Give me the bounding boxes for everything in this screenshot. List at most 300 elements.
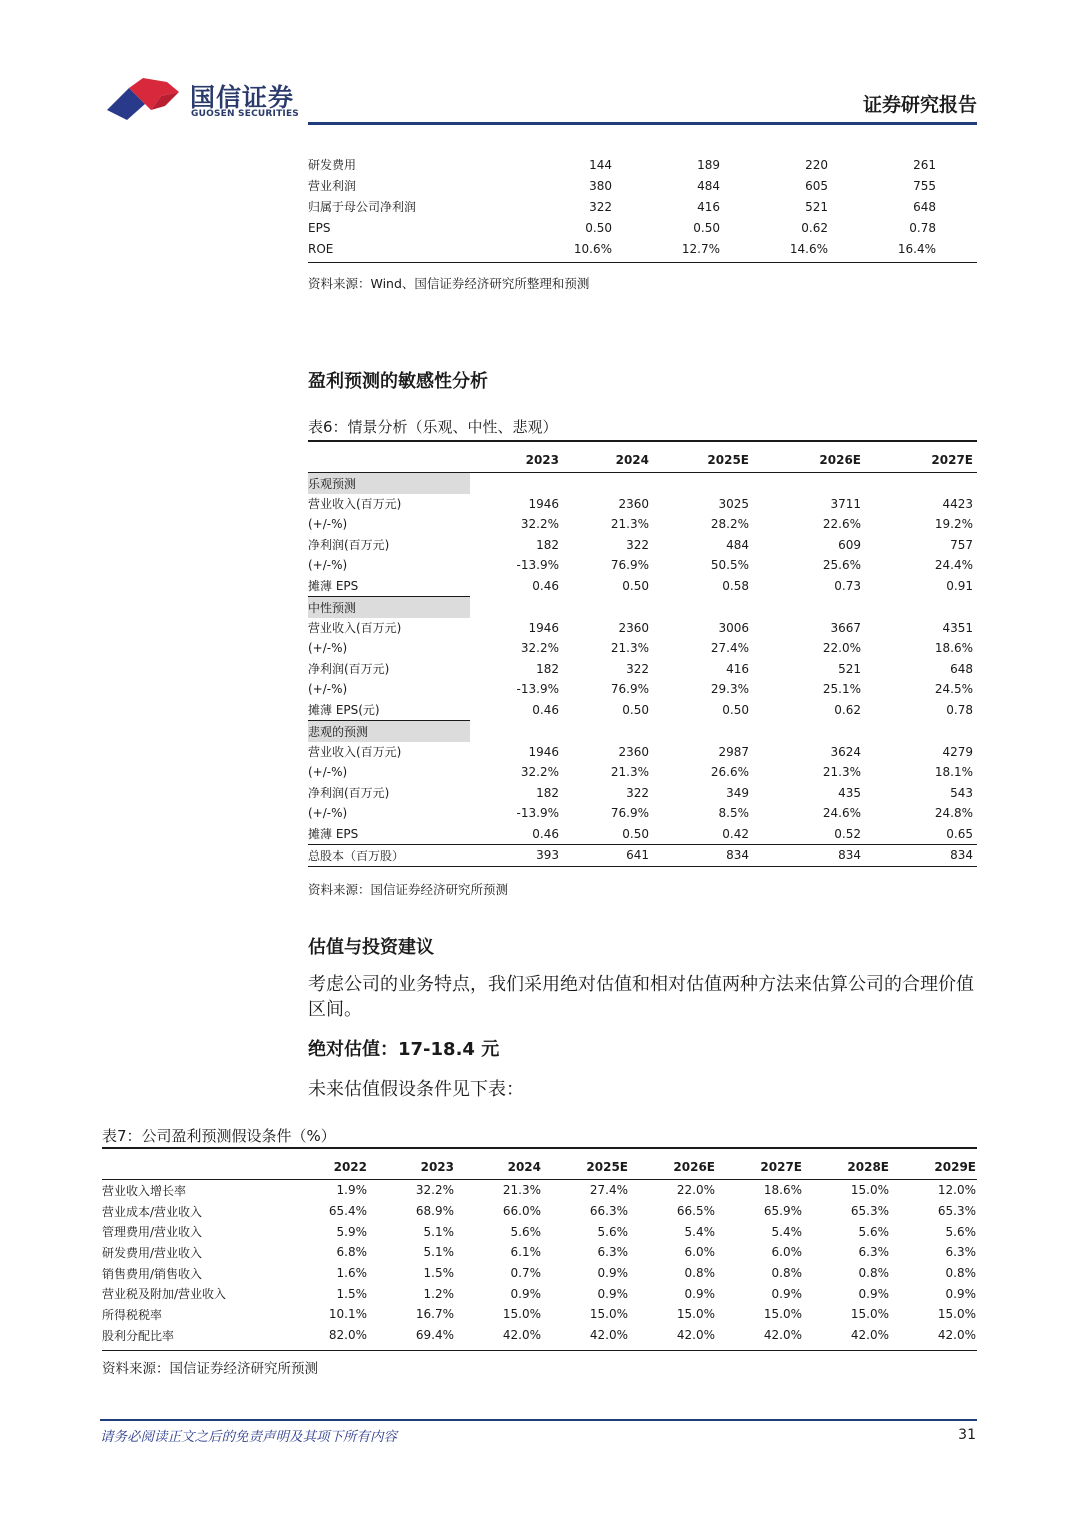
cell-value: 322 [626,785,649,800]
spacer-cell [976,1304,977,1325]
cell-value: 6.8% [336,1245,367,1260]
cell-value: 25.1% [822,682,861,697]
cell-value: 2360 [618,620,649,635]
cell-value: 0.42 [722,826,749,841]
cell-value: 25.6% [822,558,861,573]
cell-value: 0.7% [510,1266,541,1281]
cell-value: 0.50 [693,220,720,235]
spacer-cell [936,175,977,196]
row-label: 营业收入增长率 [102,1183,187,1198]
cell-value: 12.0% [937,1183,976,1198]
cell-value: 349 [726,785,749,800]
column-header: 2025E [586,1160,628,1174]
cell-value: 32.2% [520,765,559,780]
cell-value: 484 [697,178,720,193]
cell-value: 3711 [830,496,861,511]
cell-value: 182 [536,785,559,800]
table-row [308,175,977,196]
column-header: 2023 [420,1160,454,1174]
cell-value: 15.0% [850,1307,889,1322]
table-row [308,742,977,763]
cell-value: -13.9% [516,682,559,697]
cell-value: 380 [589,178,612,193]
cell-value: 0.46 [532,703,559,717]
cell-value: 1.2% [423,1286,454,1301]
cell-value: 189 [697,157,720,172]
row-label: 净利润(百万元) [308,786,390,801]
cell-value: 0.62 [834,703,861,717]
cell-value: 32.2% [415,1183,454,1198]
group-spacer [559,597,649,618]
cell-value: 65.4% [328,1204,367,1219]
column-header: 2024 [507,1160,541,1174]
cell-value: 5.4% [684,1224,715,1239]
cell-value: 5.6% [858,1224,889,1239]
cell-value: 10.6% [573,241,612,256]
spacer-cell [973,535,977,556]
cell-value: 15.0% [676,1307,715,1322]
row-label: 营业收入(百万元) [308,621,402,636]
spacer-cell [976,1263,977,1284]
spacer-cell [976,1325,977,1346]
table-row [308,238,977,259]
guosen-logo-icon [105,76,185,122]
group-spacer [649,721,749,742]
cell-value: 435 [838,785,861,800]
cell-value: 21.3% [610,517,649,532]
spacer-cell [936,238,977,259]
column-header: 2024 [615,453,649,467]
table-row [308,196,977,217]
cell-value: 66.3% [589,1204,628,1219]
row-label: 净利润(百万元) [308,538,390,553]
financial-summary-table [308,154,977,259]
row-label: 净利润(百万元) [308,662,390,677]
cell-value: 484 [726,537,749,552]
cell-value: 0.9% [945,1286,976,1301]
cell-value: 521 [838,661,861,676]
spacer-cell [973,783,977,804]
column-header: 2026E [673,1160,715,1174]
cell-value: 0.8% [945,1266,976,1281]
row-label: 研发费用 [308,158,357,172]
cell-value: 15.0% [937,1307,976,1322]
cell-value: 32.2% [520,517,559,532]
row-label: 营业收入(百万元) [308,745,402,760]
cell-value: 21.3% [502,1183,541,1198]
row-label: 摊薄 EPS [308,579,359,594]
cell-value: 66.0% [502,1204,541,1219]
cell-value: 322 [589,199,612,214]
spacer-cell [976,1155,977,1180]
table-bottom-rule [308,262,977,263]
table7-header-label [102,1155,267,1180]
group-name: 乐观预测 [308,473,470,494]
cell-value: 42.0% [676,1328,715,1343]
group-spacer [973,473,977,494]
cell-value: 5.1% [423,1245,454,1260]
column-header: 2027E [760,1160,802,1174]
row-label: ROE [308,241,334,256]
row-label: 归属于母公司净利润 [308,200,417,214]
cell-value: 42.0% [502,1328,541,1343]
cell-value: 27.4% [589,1183,628,1198]
cell-value: 1946 [528,496,559,511]
spacer-cell [973,448,977,473]
cell-value: 42.0% [589,1328,628,1343]
cell-value: 24.4% [934,558,973,573]
cell-value: 6.0% [684,1245,715,1260]
column-header: 2022 [333,1160,367,1174]
group-spacer [649,597,749,618]
row-label: (+/-%) [308,806,348,821]
cell-value: 0.8% [858,1266,889,1281]
group-spacer [649,473,749,494]
cell-value: 29.3% [710,682,749,697]
cell-value: 521 [805,199,828,214]
cell-value: 76.9% [610,806,649,821]
cell-value: 0.65 [946,826,973,841]
table-row [102,1180,977,1201]
group-header-row [308,597,977,618]
table-row [102,1263,977,1284]
group-spacer [470,597,559,618]
cell-value: 50.5% [710,558,749,573]
logo-english: GUOSEN SECURITIES [191,109,299,119]
table-row [102,1325,977,1346]
cell-value: 4279 [942,744,973,759]
valuation-section-title: 估值与投资建议 [308,937,434,958]
cell-value: 5.6% [510,1224,541,1239]
cell-value: 3667 [830,620,861,635]
column-header: 2025E [707,453,749,467]
cell-value: 322 [626,661,649,676]
footer-divider [100,1419,977,1421]
table-row [102,1221,977,1242]
cell-value: 8.5% [718,806,749,821]
cell-value: 66.5% [676,1204,715,1219]
spacer-cell [973,659,977,680]
group-spacer [749,721,861,742]
row-label: 销售费用/销售收入 [102,1266,203,1281]
spacer-cell [936,196,977,217]
cell-value: 15.0% [589,1307,628,1322]
row-label: 营业利润 [308,179,357,193]
row-label: 股利分配比率 [102,1328,175,1343]
row-label: EPS [308,220,331,235]
spacer-cell [973,742,977,763]
row-label: 总股本（百万股） [308,848,405,863]
cell-value: 0.50 [585,220,612,235]
table-row [102,1283,977,1304]
cell-value: 0.50 [622,703,649,717]
cell-value: 16.7% [415,1307,454,1322]
cell-value: 0.8% [771,1266,802,1281]
cell-value: 6.3% [945,1245,976,1260]
table6-caption: 表6：情景分析（乐观、中性、悲观） [308,418,558,436]
cell-value: 26.6% [710,765,749,780]
top-table-source: 资料来源：Wind、国信证券经济研究所整理和预测 [308,276,590,291]
cell-value: 834 [838,848,861,863]
cell-value: 1946 [528,744,559,759]
cell-value: 1.5% [423,1266,454,1281]
table6-source: 资料来源：国信证券经济研究所预测 [308,882,509,897]
table7-bottom-rule [102,1350,977,1351]
cell-value: 24.6% [822,806,861,821]
table-row [308,679,977,700]
cell-value: 144 [589,157,612,172]
spacer-cell [976,1221,977,1242]
cell-value: 32.2% [520,641,559,656]
cell-value: 6.3% [858,1245,889,1260]
group-spacer [861,473,973,494]
cell-value: 42.0% [850,1328,889,1343]
row-label: 研发费用/营业收入 [102,1245,203,1260]
cell-value: -13.9% [516,806,559,821]
table-row [308,659,977,680]
cell-value: 21.3% [610,765,649,780]
cell-value: 2360 [618,496,649,511]
cell-value: 757 [950,537,973,552]
cell-value: 15.0% [850,1183,889,1198]
table-row [308,514,977,535]
group-spacer [559,473,649,494]
absolute-valuation-title: 绝对估值：17-18.4 元 [308,1039,500,1060]
cell-value: 0.50 [622,826,649,841]
cell-value: 18.6% [934,641,973,656]
cell-value: 5.6% [597,1224,628,1239]
cell-value: 0.73 [834,579,861,593]
cell-value: 16.4% [897,241,936,256]
cell-value: 5.4% [771,1224,802,1239]
cell-value: 182 [536,537,559,552]
spacer-cell [973,762,977,783]
cell-value: 3624 [830,744,861,759]
cell-value: 5.9% [336,1224,367,1239]
row-label: 营业成本/营业收入 [102,1204,203,1219]
cell-value: 4351 [942,620,973,635]
logo-chinese: 国信证券 [190,83,295,112]
spacer-cell [973,514,977,535]
table-row [102,1304,977,1325]
cell-value: 0.50 [622,579,649,593]
table7-source: 资料来源：国信证券经济研究所预测 [102,1361,318,1377]
group-spacer [470,473,559,494]
cell-value: 65.3% [937,1204,976,1219]
cell-value: 10.1% [328,1307,367,1322]
scenario-analysis-table [308,448,977,867]
group-spacer [861,597,973,618]
cell-value: 21.3% [822,765,861,780]
spacer-cell [973,824,977,845]
cell-value: 605 [805,178,828,193]
cell-value: 834 [950,848,973,863]
cell-value: 0.91 [946,579,973,593]
report-type-title: 证券研究报告 [862,94,977,116]
group-spacer [861,721,973,742]
column-header: 2026E [819,453,861,467]
cell-value: 2360 [618,744,649,759]
forecast-assumptions-table [102,1155,977,1346]
cell-value: 82.0% [328,1328,367,1343]
sensitivity-section-title: 盈利预测的敏感性分析 [308,371,488,392]
assumption-intro-paragraph: 未来估值假设条件见下表： [308,1079,524,1100]
cell-value: 0.9% [858,1286,889,1301]
table-row [308,783,977,804]
cell-value: 18.6% [763,1183,802,1198]
total-row [308,845,977,867]
cell-value: 65.3% [850,1204,889,1219]
cell-value: 76.9% [610,682,649,697]
spacer-cell [936,154,977,175]
cell-value: 12.7% [681,241,720,256]
table6-header-label [308,448,470,473]
table-row [308,576,977,597]
cell-value: 609 [838,537,861,552]
cell-value: 3025 [718,496,749,511]
table-row [102,1242,977,1263]
group-name: 悲观的预测 [308,721,470,742]
cell-value: 4423 [942,496,973,511]
table6-top-rule [308,440,977,442]
spacer-cell [936,217,977,238]
spacer-cell [973,638,977,659]
row-label: 所得税税率 [102,1307,163,1322]
row-label: (+/-%) [308,517,348,532]
table-row [308,762,977,783]
spacer-cell [973,845,977,867]
cell-value: 0.9% [597,1266,628,1281]
column-header: 2029E [934,1160,976,1174]
cell-value: 0.78 [909,220,936,235]
cell-value: 1.5% [336,1286,367,1301]
cell-value: 220 [805,157,828,172]
cell-value: 42.0% [763,1328,802,1343]
spacer-cell [976,1180,977,1201]
footer-disclaimer: 请务必阅读正文之后的免责声明及其项下所有内容 [100,1429,397,1445]
cell-value: -13.9% [516,558,559,573]
spacer-cell [973,700,977,721]
group-spacer [559,721,649,742]
spacer-cell [973,679,977,700]
spacer-cell [976,1201,977,1222]
cell-value: 1.6% [336,1266,367,1281]
cell-value: 0.78 [946,703,973,717]
group-spacer [470,721,559,742]
group-header-row [308,721,977,742]
cell-value: 648 [950,661,973,676]
cell-value: 416 [726,661,749,676]
table-row [308,618,977,639]
cell-value: 0.46 [532,579,559,593]
cell-value: 0.8% [684,1266,715,1281]
cell-value: 15.0% [502,1307,541,1322]
page-number: 31 [958,1427,976,1443]
cell-value: 0.52 [834,826,861,841]
cell-value: 27.4% [710,641,749,656]
cell-value: 0.9% [684,1286,715,1301]
cell-value: 6.3% [597,1245,628,1260]
table-row [308,217,977,238]
table-row [308,535,977,556]
spacer-cell [973,494,977,515]
row-label: (+/-%) [308,765,348,780]
cell-value: 24.5% [934,682,973,697]
cell-value: 24.8% [934,806,973,821]
cell-value: 15.0% [763,1307,802,1322]
table-row [102,1201,977,1222]
row-label: 营业收入(百万元) [308,497,402,512]
table-row [308,494,977,515]
table7-top-rule [102,1147,977,1149]
spacer-cell [976,1283,977,1304]
table-row [308,824,977,845]
cell-value: 416 [697,199,720,214]
row-label: 营业税及附加/营业收入 [102,1287,227,1302]
group-spacer [973,597,977,618]
cell-value: 755 [913,178,936,193]
cell-value: 0.9% [510,1286,541,1301]
spacer-cell [973,803,977,824]
group-spacer [749,473,861,494]
row-label: (+/-%) [308,641,348,656]
cell-value: 648 [913,199,936,214]
row-label: (+/-%) [308,682,348,697]
cell-value: 22.0% [676,1183,715,1198]
cell-value: 0.58 [722,579,749,593]
cell-value: 0.46 [532,826,559,841]
column-header: 2027E [931,453,973,467]
group-spacer [973,721,977,742]
header-divider [308,122,977,125]
cell-value: 0.62 [801,220,828,235]
cell-value: 543 [950,785,973,800]
cell-value: 1946 [528,620,559,635]
cell-value: 69.4% [415,1328,454,1343]
cell-value: 182 [536,661,559,676]
group-spacer [749,597,861,618]
group-header-row [308,473,977,494]
cell-value: 0.9% [597,1286,628,1301]
cell-value: 0.9% [771,1286,802,1301]
cell-value: 76.9% [610,558,649,573]
row-label: 摊薄 EPS [308,827,359,842]
cell-value: 1.9% [336,1183,367,1198]
cell-value: 6.1% [510,1245,541,1260]
cell-value: 5.1% [423,1224,454,1239]
cell-value: 65.9% [763,1204,802,1219]
spacer-cell [973,555,977,576]
cell-value: 5.6% [945,1224,976,1239]
cell-value: 6.0% [771,1245,802,1260]
cell-value: 261 [913,157,936,172]
column-header: 2023 [525,453,559,467]
valuation-intro-paragraph: 考虑公司的业务特点，我们采用绝对估值和相对估值两种方法来估算公司的合理价值区间。 [308,974,974,1020]
cell-value: 322 [626,537,649,552]
table-row [308,803,977,824]
spacer-cell [973,576,977,597]
spacer-cell [973,618,977,639]
cell-value: 21.3% [610,641,649,656]
cell-value: 834 [726,848,749,863]
cell-value: 393 [536,848,559,863]
cell-value: 42.0% [937,1328,976,1343]
table7-caption: 表7：公司盈利预测假设条件（%） [102,1127,336,1145]
cell-value: 22.6% [822,517,861,532]
cell-value: 3006 [718,620,749,635]
row-label: (+/-%) [308,558,348,573]
table-row [308,154,977,175]
